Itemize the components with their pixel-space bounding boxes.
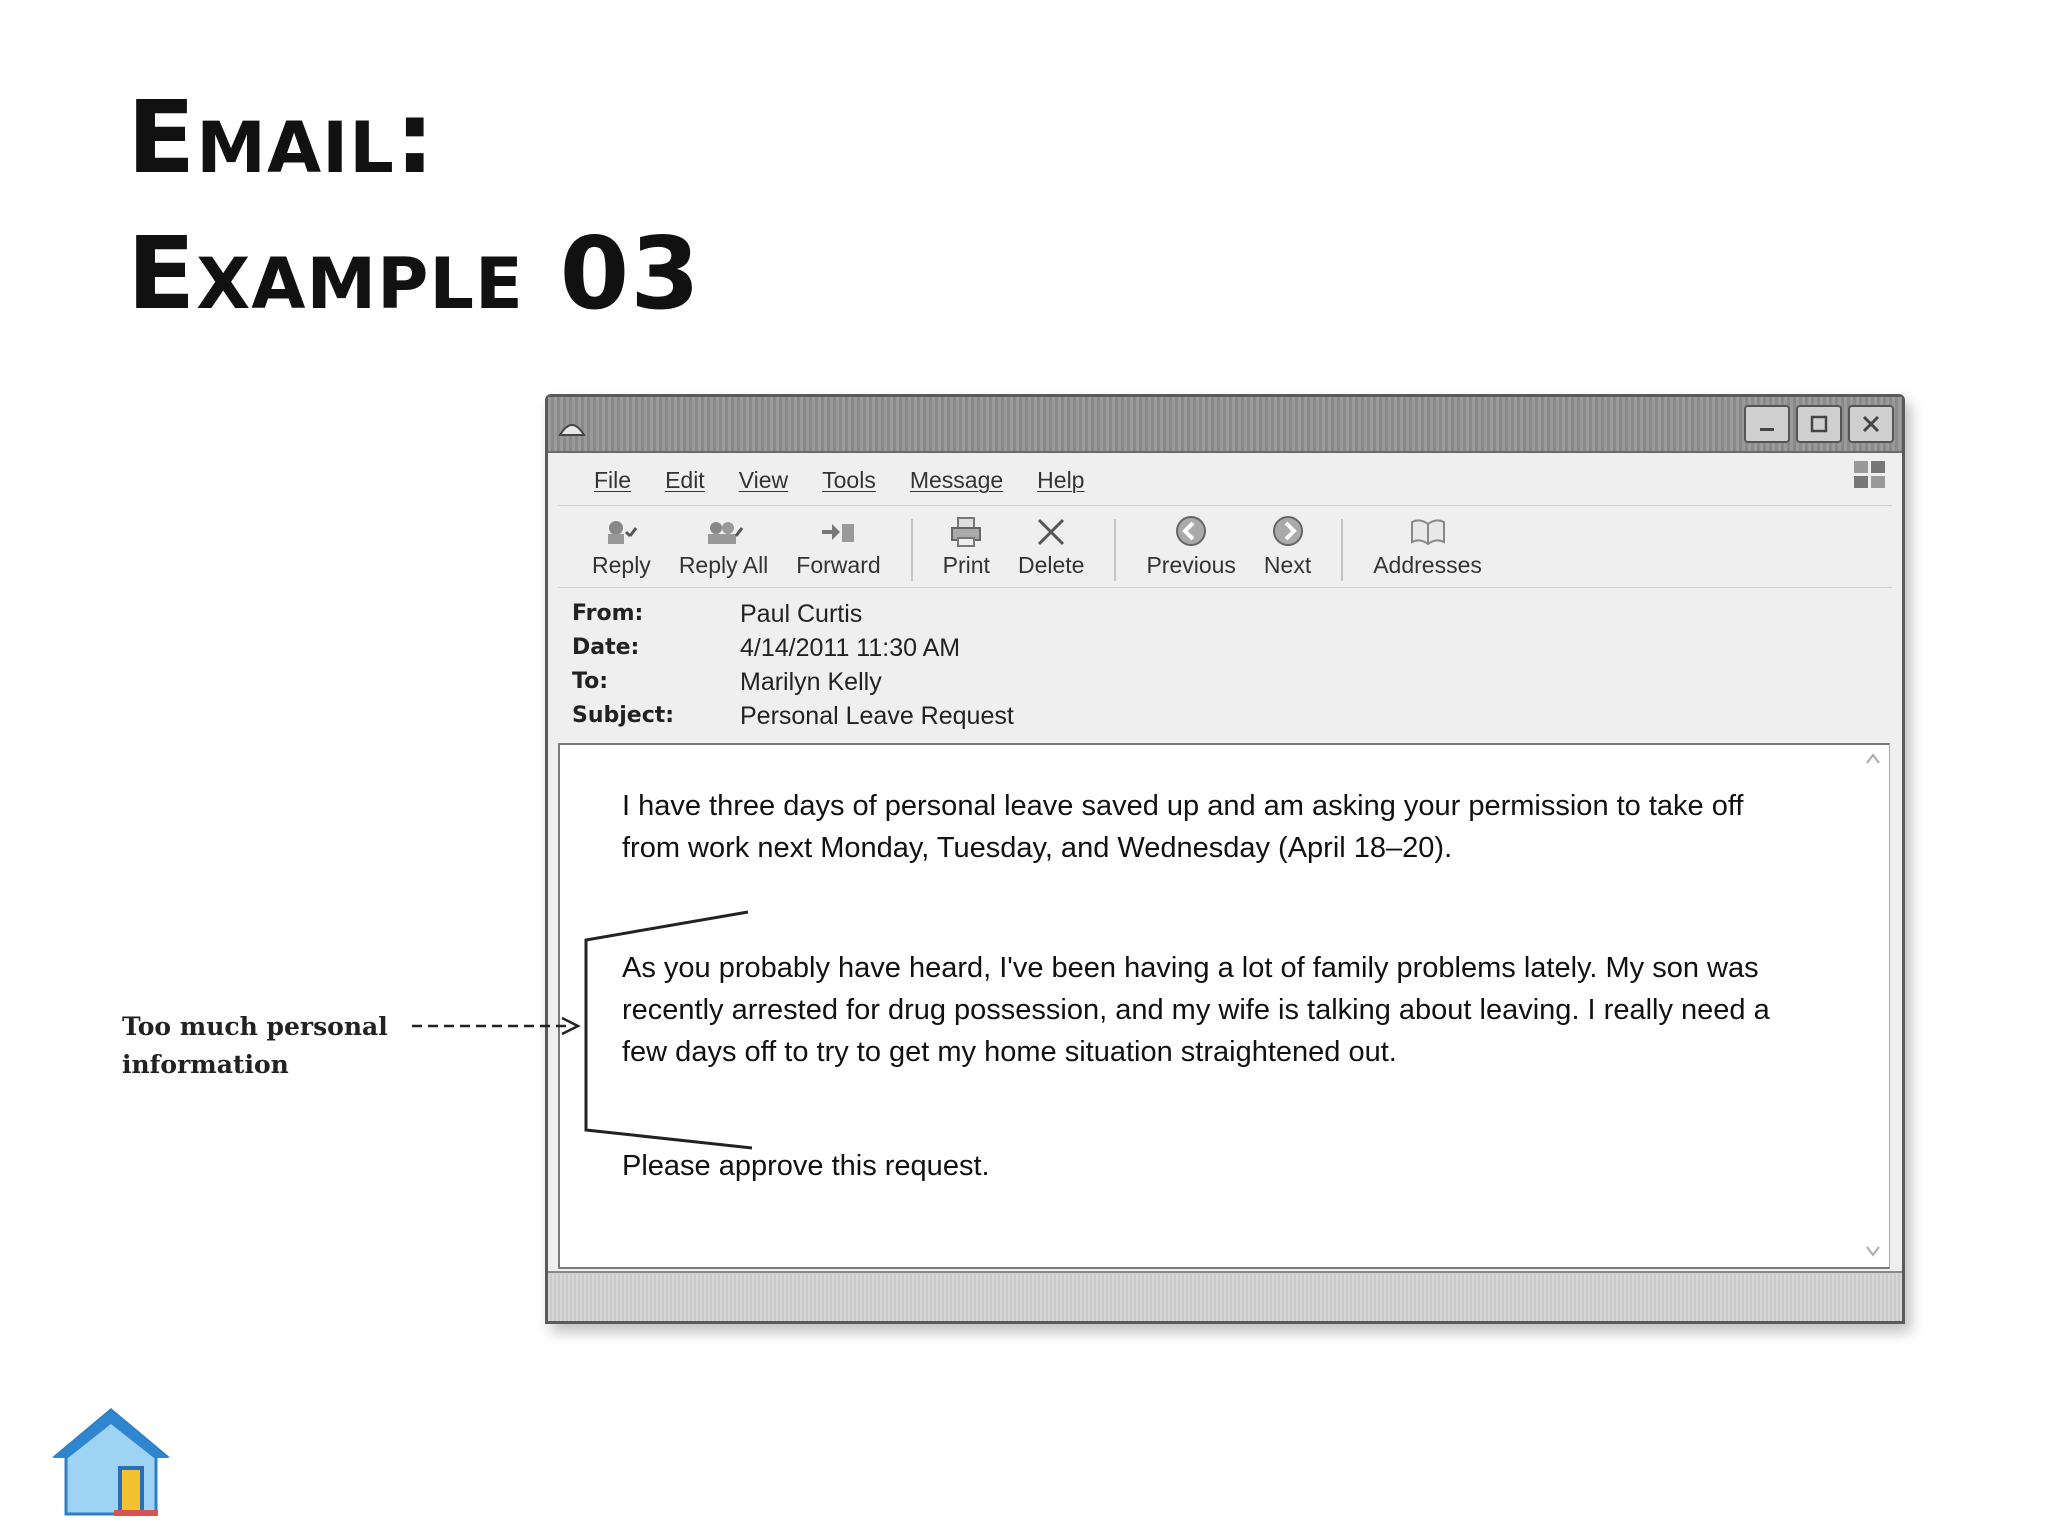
menu-help[interactable]: Help (1037, 466, 1085, 493)
from-label: From: (572, 601, 644, 626)
body-paragraph-1: I have three days of personal leave saved up and am asking your permission to take off from work next Monday, Tuesday, and Wednesday (April 18–20). (622, 790, 1744, 864)
annotation-label: Too much personal information (122, 1012, 388, 1079)
delete-label: Delete (1017, 552, 1085, 578)
header-subject (572, 699, 1472, 733)
print-icon (948, 516, 984, 548)
reply-all-button[interactable] (665, 518, 782, 587)
menu-edit[interactable]: Edit (665, 466, 705, 493)
print-label: Print (942, 552, 990, 578)
reply-button[interactable] (578, 518, 665, 587)
toolbar-separator (1341, 519, 1343, 581)
reply-all-label: Reply All (678, 552, 769, 578)
menu-bar (558, 455, 1892, 506)
menu-tools[interactable]: Tools (822, 466, 876, 493)
header-date (572, 631, 1472, 665)
maximize-icon (1808, 413, 1830, 435)
forward-icon (818, 518, 858, 548)
body-paragraph-2: As you probably have heard, I've been having a lot of family problems lately. My son was recently arrested for drug possession, and my wife is talking about leaving. I really need a few days off to try to get my home situation straightened out. (622, 952, 1770, 1068)
close-icon (1860, 413, 1882, 435)
body-paragraph-3: Please approve this request. (622, 1150, 990, 1182)
from-value: Paul Curtis (740, 600, 863, 628)
email-window (545, 394, 1905, 1324)
toolbar-separator (911, 519, 913, 581)
header-from (572, 597, 1472, 631)
previous-label: Previous (1146, 552, 1236, 578)
reply-all-icon (702, 518, 746, 548)
toolbar (558, 507, 1892, 588)
address-book-icon (1408, 516, 1448, 548)
message-headers (572, 597, 1472, 733)
message-body-pane[interactable] (558, 743, 1890, 1269)
slide-title (127, 70, 701, 342)
minimize-icon (1756, 413, 1778, 435)
delete-button[interactable] (1004, 516, 1098, 587)
minimize-button[interactable] (1744, 405, 1790, 443)
next-arrow-icon (1270, 514, 1306, 548)
maximize-button[interactable] (1796, 405, 1842, 443)
close-button[interactable] (1848, 405, 1894, 443)
window-controls (1744, 405, 1894, 443)
date-value: 4/14/2011 11:30 AM (740, 634, 961, 662)
status-bar (548, 1271, 1902, 1321)
title-line-2: Example 03 (127, 215, 701, 332)
previous-button[interactable] (1132, 514, 1249, 587)
forward-button[interactable] (782, 518, 894, 587)
to-label: To: (572, 669, 608, 694)
delete-icon (1033, 516, 1069, 548)
reply-icon (602, 518, 640, 548)
reply-label: Reply (592, 552, 651, 578)
toolbar-separator (1114, 519, 1116, 581)
menu-message[interactable]: Message (909, 466, 1004, 493)
menu-view[interactable]: View (738, 466, 789, 493)
window-titlebar[interactable] (548, 397, 1902, 453)
subject-label: Subject: (572, 703, 675, 728)
addresses-label: Addresses (1373, 552, 1482, 578)
header-to (572, 665, 1472, 699)
home-icon[interactable] (48, 1404, 174, 1522)
subject-value: Personal Leave Request (740, 702, 1014, 730)
forward-label: Forward (796, 552, 881, 578)
next-button[interactable] (1250, 514, 1325, 587)
windows-logo-icon (1850, 457, 1890, 493)
to-value: Marilyn Kelly (740, 668, 882, 696)
next-label: Next (1263, 552, 1312, 578)
addresses-button[interactable] (1359, 516, 1496, 587)
title-line-1: Email: (127, 79, 436, 196)
print-button[interactable] (929, 516, 1004, 587)
scroll-down-arrow-icon[interactable] (1863, 1241, 1885, 1263)
app-envelope-icon (558, 415, 586, 439)
menu-file[interactable]: File (594, 466, 632, 493)
date-label: Date: (572, 635, 640, 660)
previous-arrow-icon (1173, 514, 1209, 548)
scroll-up-arrow-icon[interactable] (1863, 749, 1885, 771)
